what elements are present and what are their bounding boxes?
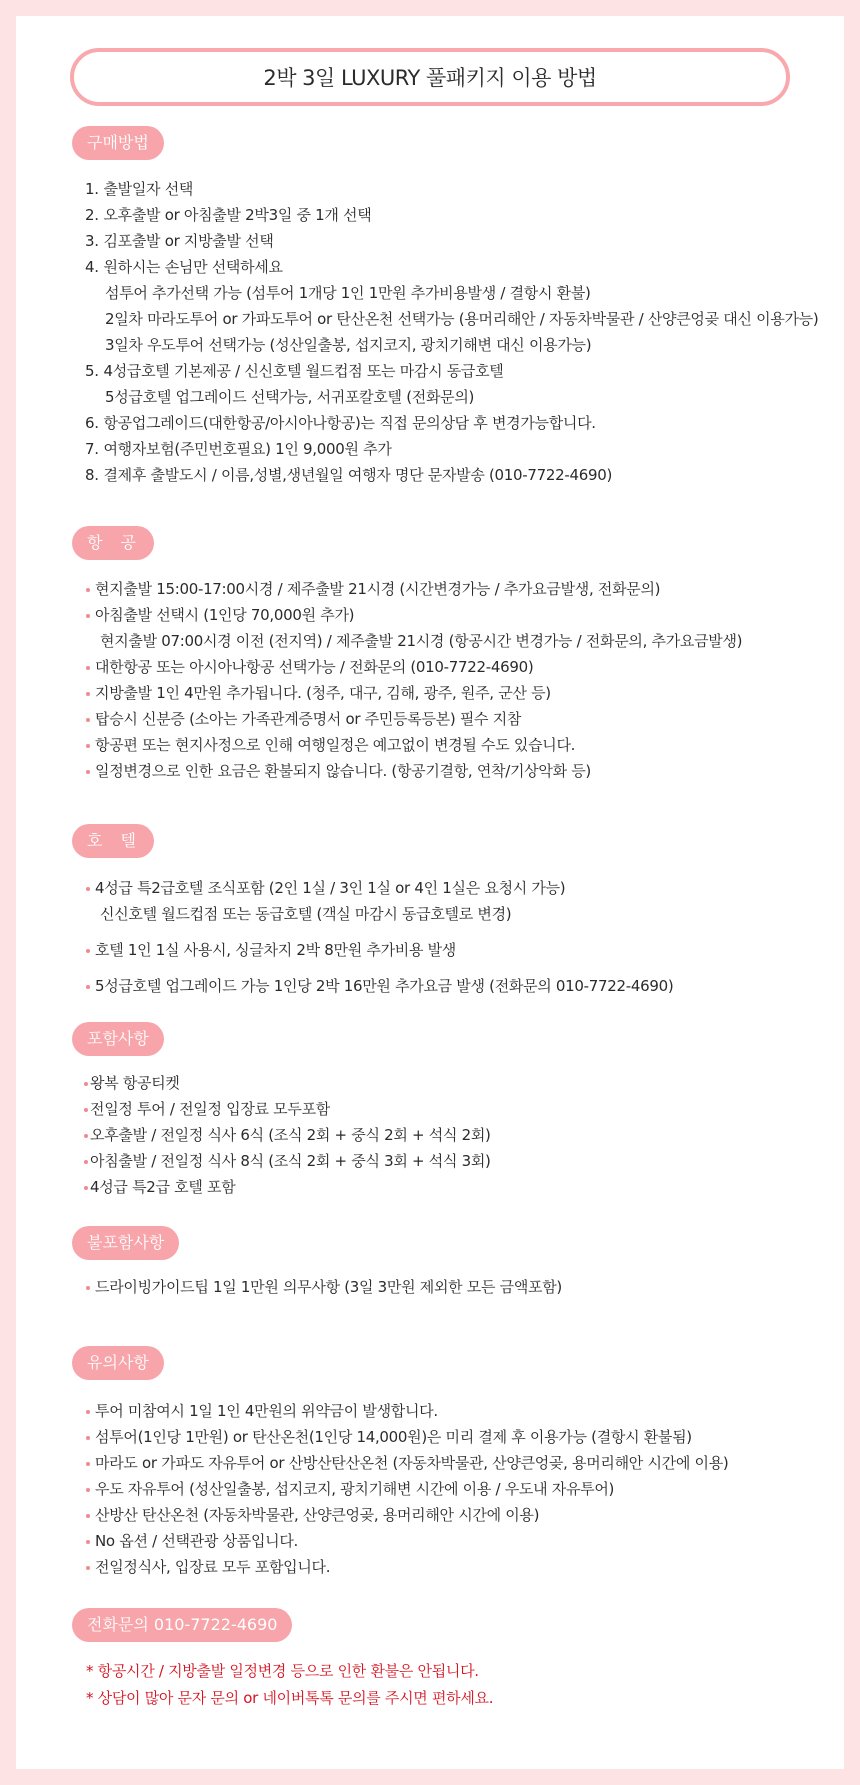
bullet-dot-icon bbox=[86, 744, 90, 748]
list-item: 산방산 탄산온천 (자동차박물관, 산양큰엉곶, 용머리해안 시간에 이용) bbox=[72, 1502, 728, 1528]
warning-notice: * 항공시간 / 지방출발 일정변경 등으로 인한 환불은 안됩니다. bbox=[86, 1662, 479, 1680]
list-item: 아침출발 / 전일정 식사 8식 (조식 2회 + 중식 3회 + 석식 3회) bbox=[72, 1148, 491, 1174]
list-item: 3. 김포출발 or 지방출발 선택 bbox=[85, 232, 274, 250]
list-item: 8. 결제후 출발도시 / 이름,성별,생년월일 여행자 명단 문자발송 (010-7722-4690) bbox=[85, 466, 613, 484]
bullet-dot-icon bbox=[86, 949, 90, 953]
list-subitem: 2일차 마라도투어 or 가파도투어 or 탄산온천 선택가능 (용머리해안 / 자동차박물관 / 산양큰엉곶 대신 이용가능) bbox=[105, 310, 819, 328]
section-heading-excluded: 불포함사항 bbox=[72, 1226, 179, 1260]
warning-notice: * 상담이 많아 문자 문의 or 네이버톡톡 문의를 주시면 편하세요. bbox=[86, 1689, 494, 1707]
section-included bbox=[72, 1022, 491, 1200]
list-item: 드라이빙가이드팁 1일 1만원 의무사항 (3일 3만원 제외한 모든 금액포함) bbox=[72, 1274, 562, 1300]
bullet-dot-icon bbox=[86, 1540, 90, 1544]
list-item: 오후출발 / 전일정 식사 6식 (조식 2회 + 중식 2회 + 석식 2회) bbox=[72, 1122, 491, 1148]
bullet-dot-icon bbox=[86, 614, 90, 618]
section-heading-included: 포함사항 bbox=[72, 1022, 164, 1056]
bullet-dot-icon bbox=[86, 887, 90, 891]
list-item: No 옵션 / 선택관광 상품입니다. bbox=[72, 1528, 728, 1554]
bullet-dot-icon bbox=[86, 718, 90, 722]
list-item: 우도 자유투어 (성산일출봉, 섭지코지, 광치기해변 시간에 이용 / 우도내 자유투어) bbox=[72, 1476, 728, 1502]
excluded-list bbox=[72, 1274, 562, 1300]
bullet-dot-icon bbox=[86, 588, 90, 592]
list-item: 현지출발 15:00-17:00시경 / 제주출발 21시경 (시간변경가능 / 추가요금발생, 전화문의) bbox=[72, 576, 742, 602]
list-item: 4성급 특2급 호텔 포함 bbox=[72, 1174, 491, 1200]
content-card bbox=[16, 16, 844, 1769]
list-item: 5. 4성급호텔 기본제공 / 신신호텔 월드컵점 또는 마감시 동급호텔 bbox=[85, 362, 504, 380]
purchase-list bbox=[72, 176, 818, 488]
section-hotel bbox=[72, 824, 673, 999]
section-excluded bbox=[72, 1226, 562, 1300]
section-heading-flight: 항공 bbox=[72, 526, 154, 560]
list-item: 4. 원하시는 손님만 선택하세요 bbox=[85, 258, 283, 276]
list-item: 1. 출발일자 선택 bbox=[85, 180, 194, 198]
section-heading-purchase: 구매방법 bbox=[72, 126, 164, 160]
list-item: 지방출발 1인 4만원 추가됩니다. (청주, 대구, 김해, 광주, 원주, 군산 등) bbox=[72, 680, 742, 706]
bullet-dot-icon bbox=[86, 666, 90, 670]
hotel-list bbox=[72, 875, 673, 999]
section-purchase bbox=[72, 126, 818, 488]
section-heading-hotel: 호텔 bbox=[72, 824, 154, 858]
flight-list bbox=[72, 576, 742, 784]
list-item: 탑승시 신분증 (소아는 가족관계증명서 or 주민등록등본) 필수 지참 bbox=[72, 706, 742, 732]
list-item: 일정변경으로 인한 요금은 환불되지 않습니다. (항공기결항, 연착/기상악화 등) bbox=[72, 758, 742, 784]
list-subitem: 3일차 우도투어 선택가능 (성산일출봉, 섭지코지, 광치기해변 대신 이용가능) bbox=[105, 336, 592, 354]
bullet-dot-icon bbox=[84, 1082, 88, 1086]
bullet-dot-icon bbox=[86, 1566, 90, 1570]
list-item: 5성급호텔 업그레이드 가능 1인당 2박 16만원 추가요금 발생 (전화문의 010-7722-4690) bbox=[72, 973, 673, 999]
bullet-dot-icon bbox=[86, 985, 90, 989]
bullet-dot-icon bbox=[86, 1514, 90, 1518]
list-item: 2. 오후출발 or 아침출발 2박3일 중 1개 선택 bbox=[85, 206, 372, 224]
list-item: 대한항공 또는 아시아나항공 선택가능 / 전화문의 (010-7722-4690) bbox=[72, 654, 742, 680]
list-item: 4성급 특2급호텔 조식포함 (2인 1실 / 3인 1실 or 4인 1실은 요청시 가능) bbox=[72, 875, 673, 901]
bullet-dot-icon bbox=[84, 1186, 88, 1190]
list-subitem: 5성급호텔 업그레이드 선택가능, 서귀포칼호텔 (전화문의) bbox=[105, 388, 475, 406]
bullet-dot-icon bbox=[86, 1286, 90, 1290]
list-item: 전일정 투어 / 전일정 입장료 모두포함 bbox=[72, 1096, 491, 1122]
bullet-dot-icon bbox=[86, 1462, 90, 1466]
section-heading-notes: 유의사항 bbox=[72, 1346, 164, 1380]
bullet-dot-icon bbox=[84, 1160, 88, 1164]
list-subitem: 현지출발 07:00시경 이전 (전지역) / 제주출발 21시경 (항공시간 변경가능 / 전화문의, 추가요금발생) bbox=[100, 632, 743, 650]
list-item: 아침출발 선택시 (1인당 70,000원 추가) bbox=[72, 602, 742, 628]
list-item: 7. 여행자보험(주민번호필요) 1인 9,000원 추가 bbox=[85, 440, 392, 458]
notes-list bbox=[72, 1398, 728, 1580]
list-subitem: 섬투어 추가선택 가능 (섬투어 1개당 1인 1만원 추가비용발생 / 결항시 환불) bbox=[105, 284, 591, 302]
included-list bbox=[72, 1070, 491, 1200]
list-item: 섬투어(1인당 1만원) or 탄산온천(1인당 14,000원)은 미리 결제 후 이용가능 (결항시 환불됨) bbox=[72, 1424, 728, 1450]
list-item: 항공편 또는 현지사정으로 인해 여행일정은 예고없이 변경될 수도 있습니다. bbox=[72, 732, 742, 758]
list-item: 투어 미참여시 1일 1인 4만원의 위약금이 발생합니다. bbox=[72, 1398, 728, 1424]
bullet-dot-icon bbox=[86, 1436, 90, 1440]
list-item: 6. 항공업그레이드(대한항공/아시아나항공)는 직접 문의상담 후 변경가능합니다. bbox=[85, 414, 596, 432]
contact-phone-heading: 전화문의 010-7722-4690 bbox=[72, 1608, 292, 1642]
bullet-dot-icon bbox=[86, 692, 90, 696]
bullet-dot-icon bbox=[84, 1108, 88, 1112]
section-notes bbox=[72, 1346, 728, 1580]
bullet-dot-icon bbox=[86, 770, 90, 774]
list-item: 왕복 항공티켓 bbox=[72, 1070, 491, 1096]
list-subitem: 신신호텔 월드컵점 또는 동급호텔 (객실 마감시 동급호텔로 변경) bbox=[100, 905, 512, 923]
page-title: 2박 3일 LUXURY 풀패키지 이용 방법 bbox=[70, 48, 790, 106]
bullet-dot-icon bbox=[86, 1488, 90, 1492]
bullet-dot-icon bbox=[84, 1134, 88, 1138]
list-item: 전일정식사, 입장료 모두 포함입니다. bbox=[72, 1554, 728, 1580]
bullet-dot-icon bbox=[86, 1410, 90, 1414]
contact-notice-list bbox=[72, 1658, 493, 1712]
section-contact bbox=[72, 1608, 493, 1712]
section-flight bbox=[72, 526, 742, 784]
list-item: 마라도 or 가파도 자유투어 or 산방산탄산온천 (자동차박물관, 산양큰엉곶, 용머리해안 시간에 이용) bbox=[72, 1450, 728, 1476]
list-item: 호텔 1인 1실 사용시, 싱글차지 2박 8만원 추가비용 발생 bbox=[72, 937, 673, 963]
